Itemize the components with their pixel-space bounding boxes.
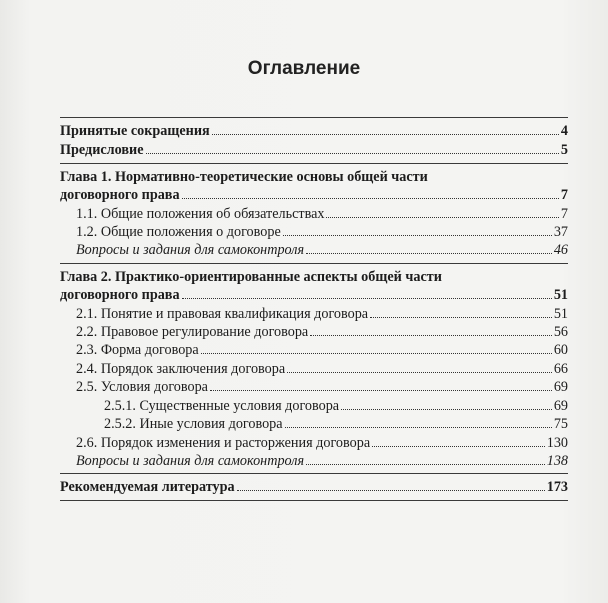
dot-leader (306, 253, 552, 254)
toc-entry-label: договорного права (60, 287, 180, 304)
chapter1-heading-line1: Глава 1. Нормативно-теоретические основы общей части (60, 168, 428, 185)
toc-entry-1-1 (60, 205, 568, 223)
toc-page-number: 69 (553, 379, 568, 396)
toc-entry-label: 2.5.2. Иные условия договора (104, 416, 283, 433)
toc-entry-2-5-2 (60, 415, 568, 433)
dot-leader (283, 235, 552, 236)
toc-page-number: 130 (546, 434, 568, 451)
toc-entry-2-6 (60, 434, 568, 452)
separator-line (60, 163, 568, 164)
toc-page-number: 5 (560, 142, 568, 159)
toc-entry-label: Рекомендуемая литература (60, 479, 235, 496)
toc-page-number: 69 (553, 397, 568, 414)
separator-line (60, 473, 568, 474)
toc-page-number: 56 (553, 324, 568, 341)
toc-entry-chapter1-questions (60, 241, 568, 259)
chapter2-heading-line1: Глава 2. Практико-ориентированные аспекты общей части (60, 268, 442, 285)
dot-leader (372, 446, 545, 447)
dot-leader (341, 409, 552, 410)
toc-entry-chapter2 (60, 286, 568, 304)
toc-entry-label: 2.6. Порядок изменения и расторжения договора (76, 434, 371, 451)
dot-leader (201, 353, 552, 354)
toc-entry-label: 2.5. Условия договора (76, 379, 208, 396)
toc-page-number: 60 (553, 342, 568, 359)
dot-leader (306, 464, 545, 465)
toc-entry-label: 2.1. Понятие и правовая квалификация договора (76, 305, 369, 322)
separator-line (60, 263, 568, 264)
toc-page-number: 51 (553, 287, 568, 304)
toc-entry-label: договорного права (60, 187, 180, 204)
toc-entry-2-2 (60, 323, 568, 341)
toc-page-number: 46 (553, 242, 568, 259)
dot-leader (182, 198, 559, 199)
toc-entry-2-5 (60, 378, 568, 396)
toc-page-number: 37 (553, 224, 568, 241)
toc-page-number: 4 (560, 123, 568, 139)
page-title: Оглавление (247, 58, 361, 79)
toc-entry-label: 1.1. Общие положения об обязательствах (76, 205, 325, 222)
toc-entry-1-2 (60, 223, 568, 241)
dot-leader (237, 490, 545, 491)
toc-entry-label: 1.2. Общие положения о договоре (76, 224, 281, 241)
toc-page-number: 138 (546, 452, 568, 469)
toc-entry-abbreviations (60, 122, 568, 140)
dot-leader (285, 427, 552, 428)
toc-entry-label: 2.3. Форма договора (76, 342, 199, 359)
toc-page-number: 66 (553, 360, 568, 377)
dot-leader (146, 153, 559, 154)
toc-entry-chapter2-questions (60, 452, 568, 470)
toc-entry-label: Вопросы и задания для самоконтроля (76, 452, 305, 469)
toc-entry-label: 2.4. Порядок заключения договора (76, 360, 286, 377)
toc-page-number: 7 (560, 187, 568, 204)
toc-entry-2-4 (60, 360, 568, 378)
toc-entry-2-3 (60, 341, 568, 359)
separator-line (60, 117, 568, 118)
dot-leader (287, 372, 552, 373)
dot-leader (326, 217, 558, 218)
table-of-contents (60, 114, 568, 505)
toc-page-number: 7 (560, 205, 568, 222)
toc-page-number: 173 (546, 479, 568, 496)
toc-entry-label: 2.5.1. Существенные условия договора (104, 397, 340, 414)
dot-leader (182, 298, 552, 299)
dot-leader (210, 390, 552, 391)
toc-entry-label: Принятые сокращения (60, 123, 210, 139)
toc-page-number: 75 (553, 416, 568, 433)
toc-page-number: 51 (553, 305, 568, 322)
dot-leader (370, 317, 552, 318)
dot-leader (310, 335, 552, 336)
toc-entry-2-5-1 (60, 397, 568, 415)
toc-entry-chapter1 (60, 186, 568, 204)
toc-entry-label: Вопросы и задания для самоконтроля (76, 242, 305, 259)
toc-entry-label: 2.2. Правовое регулирование договора (76, 324, 309, 341)
toc-entry-literature (60, 478, 568, 496)
separator-line (60, 500, 568, 501)
toc-entry-preface (60, 141, 568, 159)
dot-leader (212, 134, 559, 135)
toc-entry-label: Предисловие (60, 142, 144, 159)
toc-entry-2-1 (60, 305, 568, 323)
